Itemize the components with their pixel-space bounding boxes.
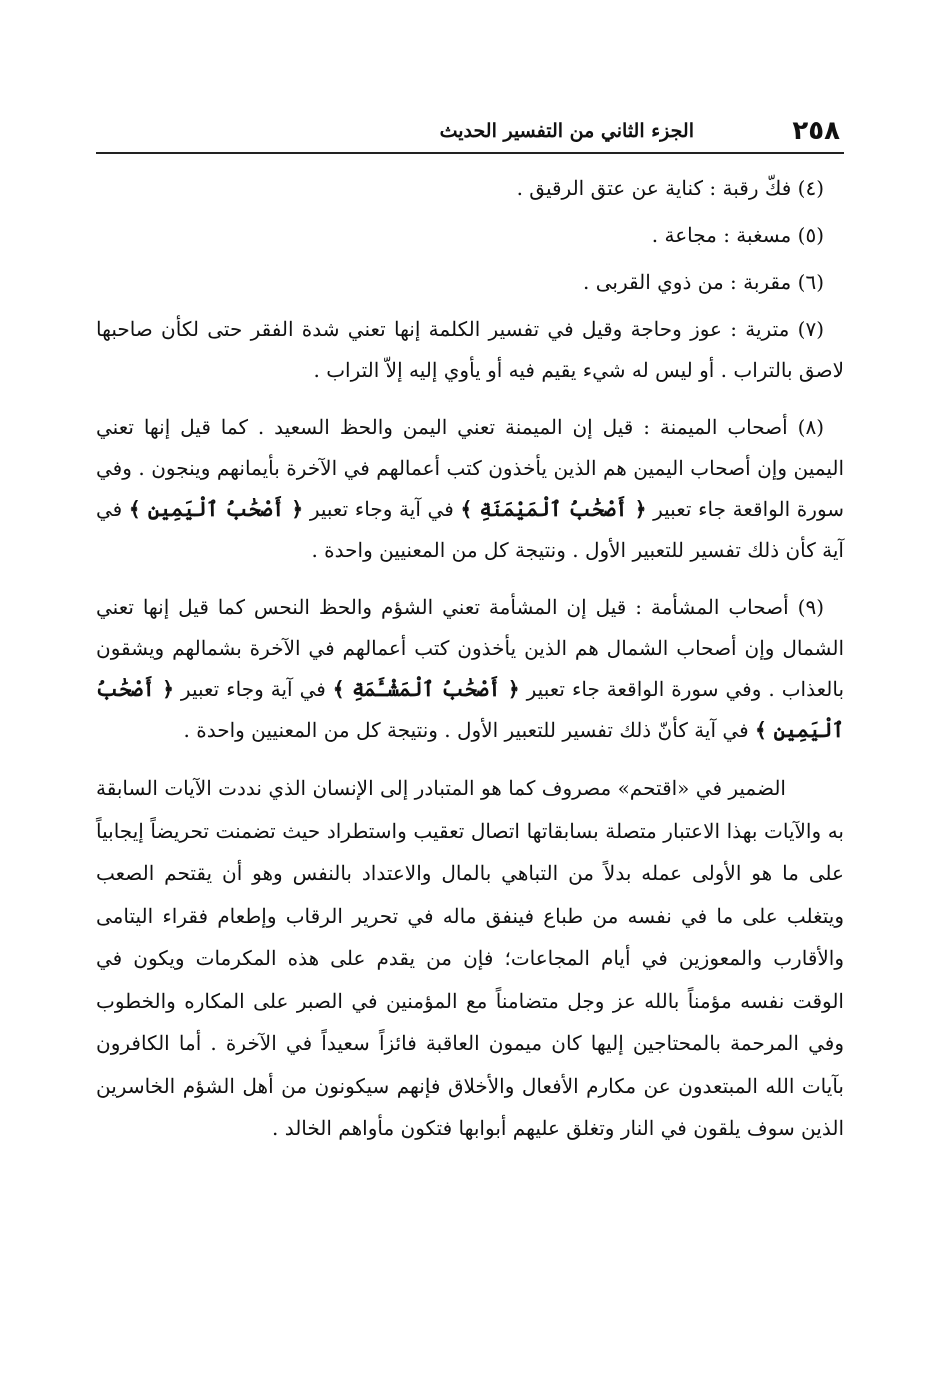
note-text: في آية كأن ذلك تفسير للتعبير الأول . ونتيجة كل من المعنيين واحدة . [96,497,844,562]
footnote-6 [96,262,844,303]
footnote-7 [96,309,844,391]
body-paragraph: الضمير في «اقتحم» مصروف كما هو المتبادر إلى الإنسان الذي نددت الآيات السابقة به والآيات بهذا الاعتبار متصلة بسابقاتها اتصال تعقيب واستطراد حيث تضمنت تحريضاً إيجابياً على ما هو الأولى عمله بدلاً من التباهي بالمال والاعتداد بالنفس وهو أن يقتحم الصعب ويتغلب على ما في نفسه من طباع فينفق ماله في تحرير الرقاب وإطعام فقراء اليتامى والأقارب والمعوزين في أيام المجاعات؛ فإن من يقدم على هذه المكرمات ويكون في الوقت نفسه مؤمناً بالله عز وجل متضامناً مع المؤمنين في الصبر على المكاره والخطوب وفي المرحمة بالمحتاجين إليها كان ميمون العاقبة فائزاً سعيداً في الآخرة . أما الكافرون بآيات الله المبتعدون عن مكارم الأفعال والأخلاق فإنهم سيكونون من أهل الشؤم الخاسرين الذين سوف يلقون في النار وتغلق عليهم أبوابها فتكون مأواهم الخالد . [96,776,844,1140]
note-number: (٥) [797,223,824,247]
note-text: مترية : عوز وحاجة وقيل في تفسير الكلمة إنها تعني شدة الفقر حتى لكأن صاحبها لاصق بالتراب . أو ليس له شيء يقيم فيه أو يأوي إليه إلاّ التراب . [96,317,844,382]
footnote-4 [96,168,844,209]
running-title: الجزء الثاني من التفسير الحديث [439,120,694,142]
note-number: (٩) [797,595,824,619]
page-number: ٢٥٨ [792,116,840,146]
note-number: (٨) [797,415,824,439]
note-text: في آية وجاء تعبير [303,497,461,521]
footnote-5 [96,215,844,256]
footnote-9 [96,587,844,751]
note-number: (٧) [797,317,824,341]
note-text: في آية وجاء تعبير [173,677,333,701]
page-header [96,108,844,154]
book-page [96,108,844,1288]
note-text: أصحاب الميمنة : قيل إن الميمنة تعني اليمن والحظ السعيد . كما قيل إنها تعني اليمين وإن أصحاب اليمين هم الذين يأخذون كتب أعمالهم في الآخرة بأيمانهم وينجون . وفي سورة الواقعة جاء تعبير [96,415,845,521]
quran-phrase: ﴿ أَصْحَٰبُ ٱلْيَمِينِ ﴾ [96,677,844,742]
quran-phrase: ﴿ أَصْحَٰبُ ٱلْيَمِينِ ﴾ [128,497,304,521]
footnote-8 [96,407,844,571]
note-number: (٤) [797,176,824,200]
note-text: في آية كأنّ ذلك تفسير للتعبير الأول . ونتيجة كل من المعنيين واحدة . [183,718,755,742]
note-text: فكّ رقبة : كناية عن عتق الرقيق . [516,176,798,200]
note-number: (٦) [797,270,824,294]
note-text: مسغبة : مجاعة . [651,223,798,247]
page-content [96,168,844,1150]
note-text: أصحاب المشأمة : قيل إن المشأمة تعني الشؤم والحظ النحس كما قيل إنها تعني الشمال وإن أصحاب الشمال هم الذين يأخذون كتب أعمالهم في الآخرة بشمالهم ويشقون بالعذاب . وفي سورة الواقعة جاء تعبير [96,595,845,701]
note-text: مقربة : من ذوي القربى . [583,270,798,294]
quran-phrase: ﴿ أَصْحَٰبُ ٱلْمَشْـَٔمَةِ ﴾ [332,677,520,701]
quran-phrase: ﴿ أَصْحَٰبُ ٱلْمَيْمَنَةِ ﴾ [460,497,647,521]
